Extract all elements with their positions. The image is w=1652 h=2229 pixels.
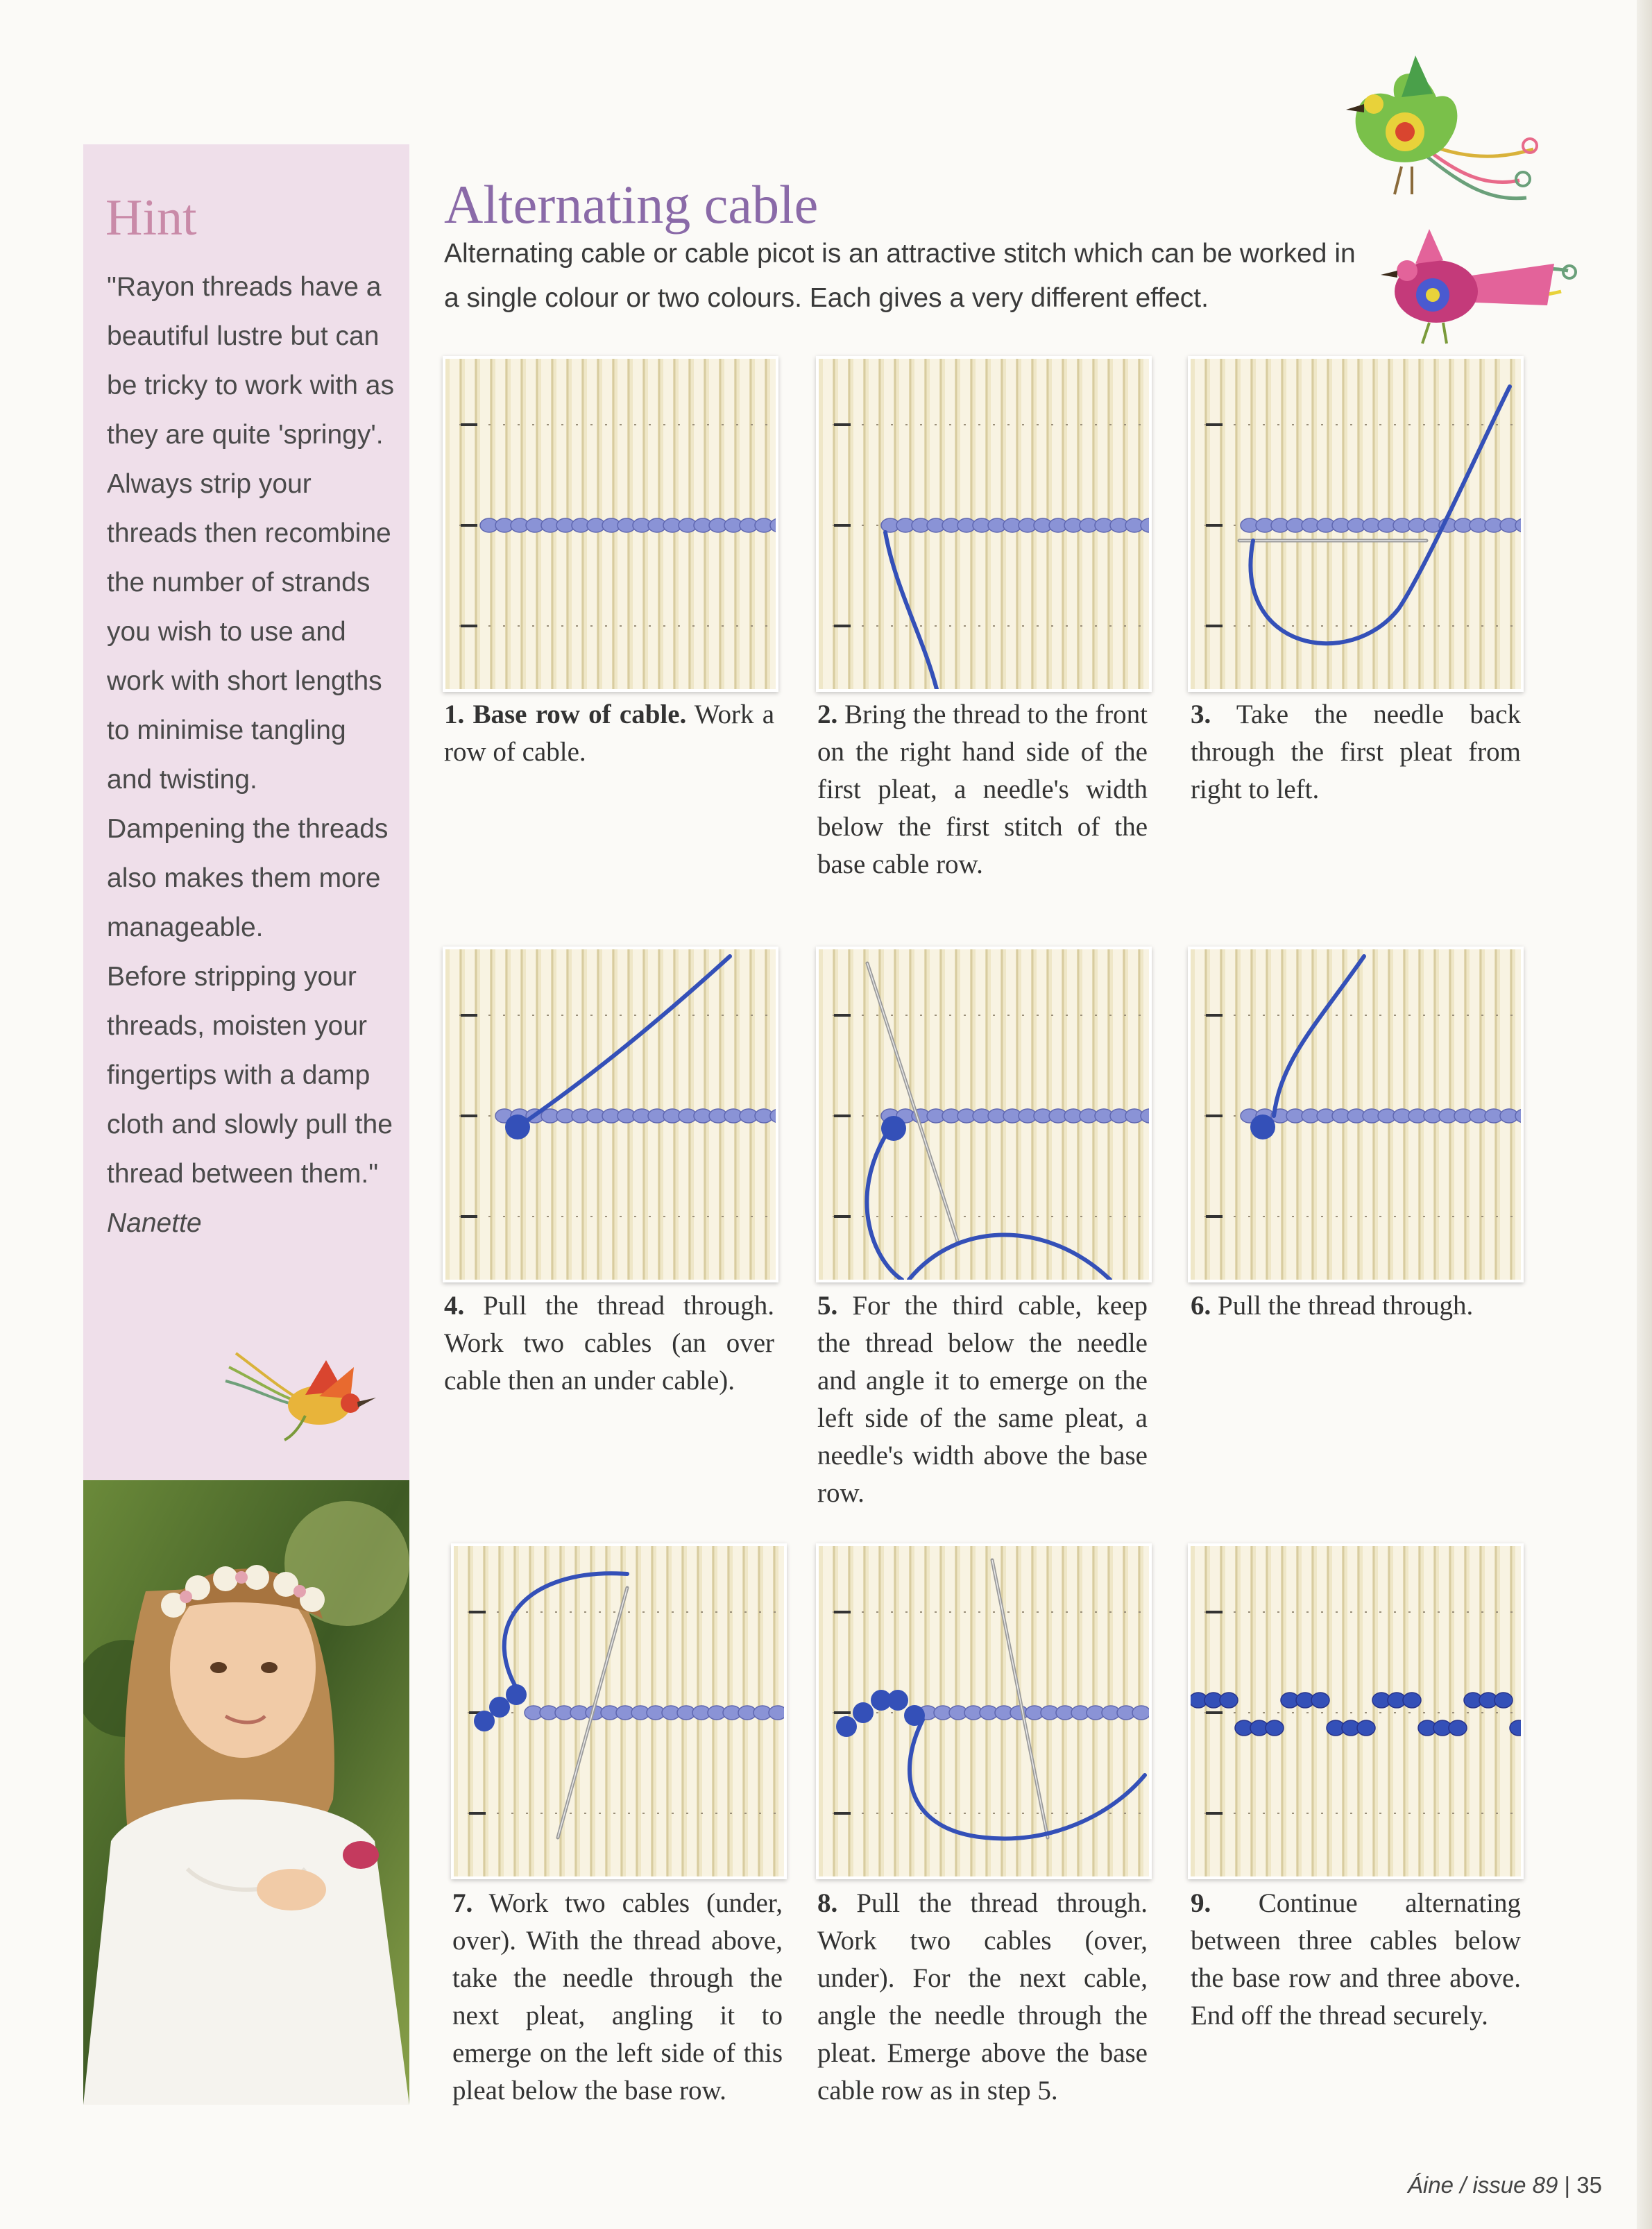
step-number: 9. bbox=[1191, 1888, 1211, 1918]
step-5-caption bbox=[817, 1287, 1148, 1512]
step-9-caption bbox=[1191, 1885, 1521, 2035]
step-text: Continue alternating between three cables below the base row and three above. End off the thread securely. bbox=[1191, 1888, 1521, 2031]
step-1-caption bbox=[444, 696, 774, 771]
step-2-photo bbox=[819, 359, 1149, 689]
step-text: Bring the thread to the front on the right hand side of the first pleat, a needle's width below the first stitch of the base cable row. bbox=[817, 700, 1148, 879]
step-4-photo bbox=[445, 949, 776, 1280]
hint-author: Nanette bbox=[107, 1208, 202, 1238]
step-text: Pull the thread through. Work two cables (an over cable then an under cable). bbox=[444, 1291, 774, 1396]
step-number: 6. bbox=[1191, 1291, 1211, 1321]
small-bird-illustration bbox=[215, 1339, 389, 1443]
hint-title: Hint bbox=[105, 189, 197, 246]
step-9-photo bbox=[1191, 1546, 1521, 1876]
step-6-caption bbox=[1191, 1287, 1521, 1325]
step-text: For the third cable, keep the thread below the needle and angle it to emerge on the left side of the same pleat, a needle's width above the base row. bbox=[817, 1291, 1148, 1508]
step-8-caption bbox=[817, 1885, 1148, 2110]
folio-separator: | bbox=[1564, 2172, 1577, 2198]
hint-paragraph: Before stripping your threads, moisten your fingertips with a damp cloth and slowly pull the thread between them." bbox=[107, 962, 393, 1189]
step-number: 2. bbox=[817, 700, 838, 729]
step-text: Pull the thread through. bbox=[1218, 1291, 1474, 1321]
step-text: Work a row of cable. bbox=[444, 700, 774, 767]
step-6-photo bbox=[1191, 949, 1521, 1280]
step-number: 5. bbox=[817, 1291, 838, 1321]
hint-paragraph: "Rayon threads have a beautiful lustre but can be tricky to work with as they are quite 'springy'. Always strip your threads then recombine the number of strands you wish to use and work with short lengths to minimise tangling and twisting. Dampening the threads also makes them more manageable. bbox=[107, 272, 394, 942]
step-text: Take the needle back through the first pleat from right to left. bbox=[1191, 700, 1521, 804]
step-number: 3. bbox=[1191, 700, 1211, 729]
section-intro: Alternating cable or cable picot is an attractive stitch which can be worked in a single colour or two colours. Each gives a very different effect. bbox=[444, 239, 1356, 313]
step-2-caption bbox=[817, 696, 1148, 883]
section-title: Alternating cable bbox=[444, 174, 819, 235]
pink-bird-illustration bbox=[1374, 222, 1582, 347]
step-number: 4. bbox=[444, 1291, 465, 1321]
publication-issue: Áine / issue 89 bbox=[1407, 2172, 1558, 2198]
green-bird-illustration bbox=[1318, 56, 1547, 215]
step-5-photo bbox=[819, 949, 1149, 1280]
page-folio bbox=[1408, 2172, 1602, 2198]
hint-text bbox=[107, 262, 398, 1248]
page-number: 35 bbox=[1576, 2172, 1602, 2198]
step-8-photo bbox=[819, 1546, 1149, 1876]
step-lead: Base row of cable. bbox=[472, 700, 687, 729]
step-7-photo bbox=[454, 1546, 784, 1876]
step-3-caption bbox=[1191, 696, 1521, 808]
page-edge bbox=[1637, 0, 1652, 2229]
girl-photo bbox=[83, 1480, 409, 2105]
step-number: 7. bbox=[452, 1888, 473, 1918]
step-text: Pull the thread through. Work two cables (over, under). For the next cable, angle the needle through the pleat. Emerge above the base cable row as in step 5. bbox=[817, 1888, 1148, 2105]
step-1-photo bbox=[445, 359, 776, 689]
step-3-photo bbox=[1191, 359, 1521, 689]
step-text: Work two cables (under, over). With the thread above, take the needle through the next pleat, angling it to emerge on the left side of this pleat below the base row. bbox=[452, 1888, 783, 2105]
step-number: 8. bbox=[817, 1888, 838, 1918]
step-number: 1. bbox=[444, 700, 465, 729]
step-7-caption bbox=[452, 1885, 783, 2110]
step-4-caption bbox=[444, 1287, 774, 1400]
